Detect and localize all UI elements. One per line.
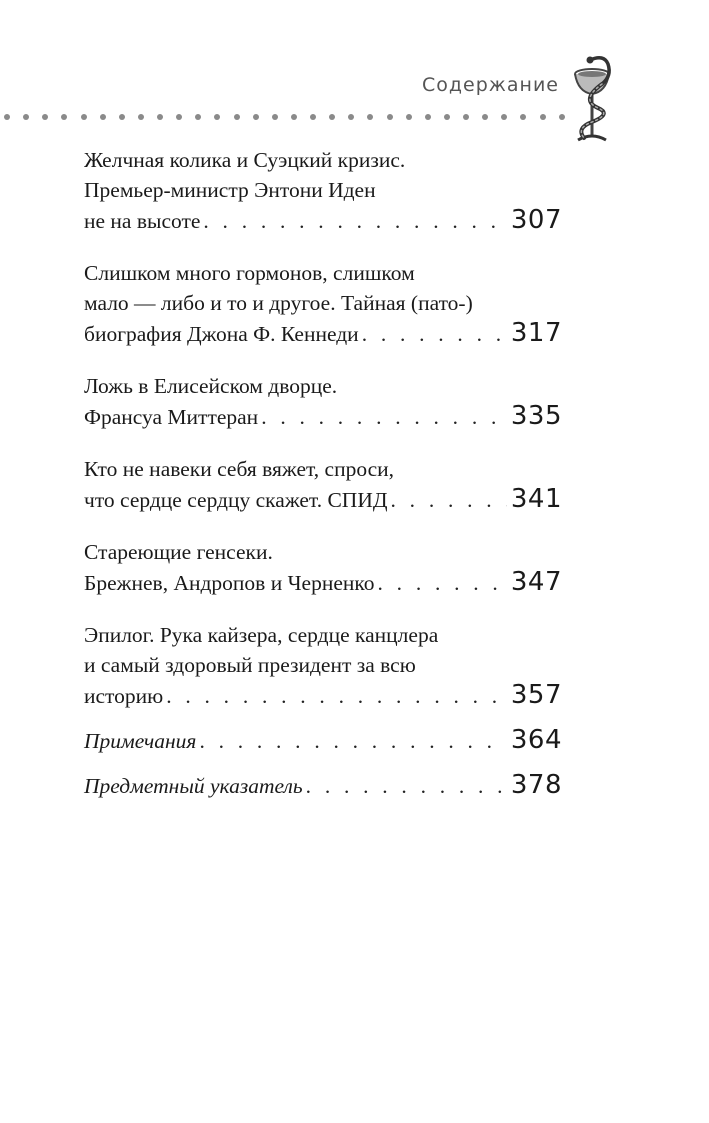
entry-title-line: Кто не навеки себя вяжет, спроси, [84,457,395,481]
dot-leader [203,206,506,236]
entry-title-line: и самый здоровый президент за всю [84,653,416,677]
toc-entry[interactable] [84,258,562,349]
table-of-contents [84,145,562,801]
dot-leader [391,485,507,515]
toc-entry[interactable] [84,537,562,598]
toc-entry-index[interactable] [84,770,562,801]
page-number: 364 [510,725,562,755]
page-number: 378 [510,770,562,800]
page-number: 347 [510,567,562,597]
page-number: 357 [510,680,562,710]
page-number: 317 [510,318,562,348]
dot-leader [261,402,507,432]
dot-leader [306,771,507,801]
page-number: 335 [510,401,562,431]
dot-leader [199,726,506,756]
entry-title-line: Слишком много гормонов, слишком [84,261,415,285]
entry-title-line: Ложь в Елисейском дворце. [84,374,338,398]
entry-title-line: историю [84,684,164,708]
toc-entry[interactable] [84,371,562,432]
entry-title-line: Предметный указатель [84,774,303,798]
entry-title-line: Примечания [84,729,197,753]
toc-entry[interactable] [84,620,562,711]
entry-title-line: Эпилог. Рука кайзера, сердце канцлера [84,623,439,647]
entry-title-line: что сердце сердцу скажет. СПИД [84,488,388,512]
entry-title-line: Брежнев, Андропов и Черненко [84,571,375,595]
toc-entry[interactable] [84,145,562,236]
entry-title-line: Стареющие генсеки. [84,540,273,564]
running-header [0,0,709,150]
bowl-of-hygieia-icon [568,52,620,144]
entry-title-line: Желчная колика и Суэцкий кризис. [84,148,406,172]
page-number: 307 [510,205,562,235]
toc-entry[interactable] [84,454,562,515]
entry-title-line: Премьер-министр Энтони Иден [84,178,376,202]
entry-title-line: мало — либо и то и другое. Тайная (пато-) [84,291,473,315]
entry-title-line: Франсуа Миттеран [84,405,259,429]
dot-leader [378,568,507,598]
toc-entry-notes[interactable] [84,725,562,756]
section-title: Содержание [422,74,559,96]
dot-leader [166,681,507,711]
dotted-rule [0,113,565,121]
entry-title-line: биография Джона Ф. Кеннеди [84,322,359,346]
page-number: 341 [510,484,562,514]
dot-leader [362,319,507,349]
entry-title-line: не на высоте [84,209,201,233]
